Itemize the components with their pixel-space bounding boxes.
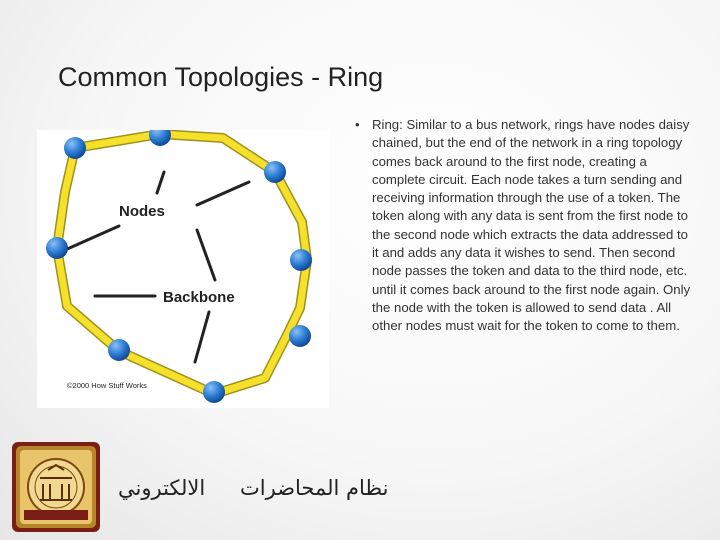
label-nodes: Nodes <box>119 203 165 220</box>
footer-text-right: نظام المحاضرات <box>240 476 389 500</box>
bullet-list <box>355 116 695 336</box>
bullet-marker: • <box>355 117 360 132</box>
university-crest-icon <box>10 440 102 534</box>
ring-topology-diagram <box>37 130 329 408</box>
node <box>289 325 311 347</box>
footer-text-left: الالكتروني <box>118 476 206 500</box>
node <box>264 161 286 183</box>
slide-title: Common Topologies - Ring <box>58 62 384 92</box>
ring-topology-svg <box>37 130 329 408</box>
node <box>46 237 68 259</box>
node <box>149 130 171 146</box>
label-backbone: Backbone <box>163 289 235 306</box>
node <box>108 339 130 361</box>
node <box>64 137 86 159</box>
diagram-copyright: ©2000 How Stuff Works <box>67 381 147 390</box>
node <box>290 249 312 271</box>
node <box>203 381 225 403</box>
bullet-text: Ring: Similar to a bus network, rings have nodes daisy chained, but the end of the network in a ring topology comes back around to the first node, creating a complete circuit. Each node takes a turn sending and receiving information through the use of a token. The token along with any data is sent from the first node to the second node which extracts the data addressed to it and adds any data it wishes to send. Then second node passes the token and data to the third node, etc. until it comes back around to the first node again. Only the node with the token is allowed to send data . All other nodes must wait for the token to come to them. <box>372 117 691 334</box>
